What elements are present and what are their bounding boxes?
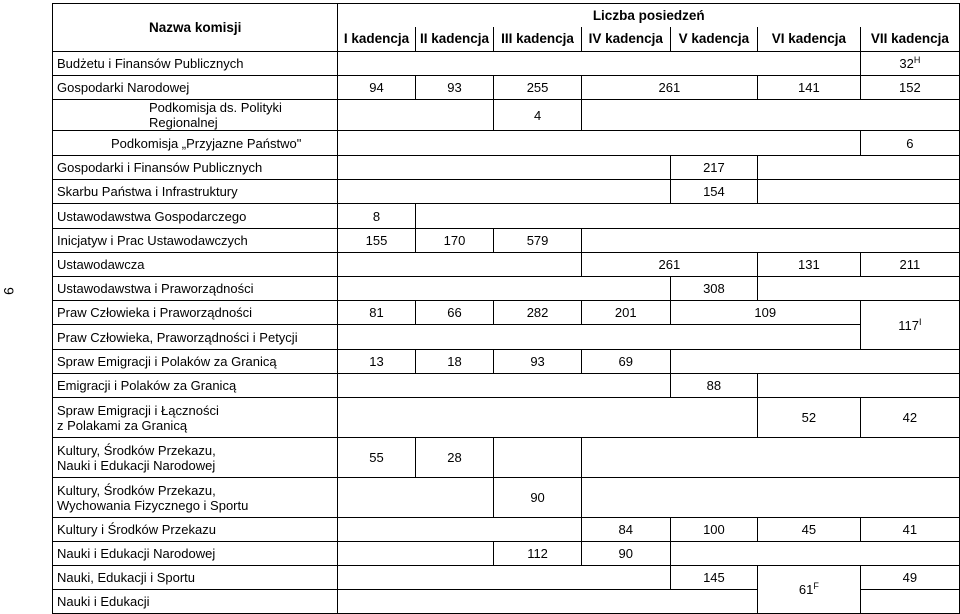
term-header: V kadencja bbox=[670, 27, 757, 52]
empty-cell bbox=[338, 253, 581, 277]
empty-cell bbox=[338, 398, 758, 438]
committee-name: Praw Człowieka i Praworządności bbox=[53, 301, 338, 325]
cell-v: 145 bbox=[670, 566, 757, 590]
cell-iv: 84 bbox=[581, 518, 670, 542]
cell-iii: 112 bbox=[494, 542, 581, 566]
cell-iii: 255 bbox=[494, 76, 581, 100]
cell-ii: 18 bbox=[415, 350, 494, 374]
term-header: VI kadencja bbox=[758, 27, 861, 52]
cell-ii: 170 bbox=[415, 229, 494, 253]
term-header: III kadencja bbox=[494, 27, 581, 52]
empty-cell bbox=[338, 518, 581, 542]
committee-name: Nauki, Edukacji i Sportu bbox=[53, 566, 338, 590]
cell-iii: 579 bbox=[494, 229, 581, 253]
committee-name: Kultury, Środków Przekazu, Wychowania Fizycznego i Sportu bbox=[53, 478, 338, 518]
table-row bbox=[53, 131, 960, 156]
cell-v: 217 bbox=[670, 156, 757, 180]
cell-v: 308 bbox=[670, 277, 757, 301]
empty-cell bbox=[338, 325, 860, 350]
committee-name: Emigracji i Polaków za Granicą bbox=[53, 374, 338, 398]
cell-vi: 52 bbox=[758, 398, 861, 438]
cell-ii: 93 bbox=[415, 76, 494, 100]
table-row bbox=[53, 277, 960, 301]
cell-i: 55 bbox=[338, 438, 415, 478]
cell-vi: 45 bbox=[758, 518, 861, 542]
empty-cell bbox=[758, 277, 960, 301]
cell-v: 88 bbox=[670, 374, 757, 398]
cell-i: 155 bbox=[338, 229, 415, 253]
cell-i: 8 bbox=[338, 204, 415, 229]
committee-name: Inicjatyw i Prac Ustawodawczych bbox=[53, 229, 338, 253]
table-row bbox=[53, 438, 960, 478]
table-row bbox=[53, 350, 960, 374]
committee-name-header: Nazwa komisji bbox=[53, 4, 338, 52]
empty-cell bbox=[860, 590, 959, 614]
committee-name: Praw Człowieka, Praworządności i Petycji bbox=[53, 325, 338, 350]
empty-cell bbox=[758, 180, 960, 204]
cell-vi: $61^F$ bbox=[758, 566, 861, 614]
meetings-header: Liczba posiedzeń bbox=[338, 4, 960, 27]
table-row bbox=[53, 301, 960, 325]
page-number: 9 bbox=[1, 287, 17, 295]
empty-cell bbox=[415, 204, 959, 229]
empty-cell bbox=[581, 438, 959, 478]
table-row bbox=[53, 253, 960, 277]
empty-cell bbox=[581, 100, 959, 131]
cell-vii: 49 bbox=[860, 566, 959, 590]
empty-cell bbox=[338, 52, 860, 76]
committee-name: Ustawodawcza bbox=[53, 253, 338, 277]
cell-vii: 42 bbox=[860, 398, 959, 438]
cell-vii: $32^H$ bbox=[860, 52, 959, 76]
table-row bbox=[53, 566, 960, 590]
committee-name: Kultury i Środków Przekazu bbox=[53, 518, 338, 542]
committee-name: Nauki i Edukacji bbox=[53, 590, 338, 614]
cell-iv-v: 261 bbox=[581, 76, 757, 100]
table-row bbox=[53, 52, 960, 76]
cell-i: 13 bbox=[338, 350, 415, 374]
cell-vii: $117^I$ bbox=[860, 301, 959, 350]
cell-ii: 28 bbox=[415, 438, 494, 478]
empty-cell bbox=[338, 100, 494, 131]
header-row bbox=[53, 4, 960, 27]
committee-meetings-table bbox=[52, 3, 960, 614]
empty-cell bbox=[758, 374, 960, 398]
table-row bbox=[53, 156, 960, 180]
empty-cell bbox=[338, 131, 860, 156]
committee-name: Budżetu i Finansów Publicznych bbox=[53, 52, 338, 76]
empty-cell bbox=[581, 478, 959, 518]
committee-name: Spraw Emigracji i Łączności z Polakami za Granicą bbox=[53, 398, 338, 438]
cell-vi: 131 bbox=[758, 253, 861, 277]
cell-vii: 6 bbox=[860, 131, 959, 156]
cell-iii: 90 bbox=[494, 478, 581, 518]
empty-cell bbox=[338, 590, 758, 614]
cell-vii: 41 bbox=[860, 518, 959, 542]
table-row bbox=[53, 76, 960, 100]
committee-name: Kultury, Środków Przekazu, Nauki i Edukacji Narodowej bbox=[53, 438, 338, 478]
cell-vii: 211 bbox=[860, 253, 959, 277]
table-row bbox=[53, 180, 960, 204]
empty-cell bbox=[338, 542, 494, 566]
table-row bbox=[53, 398, 960, 438]
table-row bbox=[53, 374, 960, 398]
empty-cell bbox=[670, 350, 959, 374]
term-header: VII kadencja bbox=[860, 27, 959, 52]
table-row bbox=[53, 518, 960, 542]
committee-name: Ustawodawstwa Gospodarczego bbox=[53, 204, 338, 229]
empty-cell bbox=[338, 277, 670, 301]
cell-iv: 90 bbox=[581, 542, 670, 566]
committee-name: Skarbu Państwa i Infrastruktury bbox=[53, 180, 338, 204]
cell-iii: 93 bbox=[494, 350, 581, 374]
committee-name: Gospodarki i Finansów Publicznych bbox=[53, 156, 338, 180]
table-row bbox=[53, 204, 960, 229]
cell-v-vi: 109 bbox=[670, 301, 860, 325]
cell-iii: 4 bbox=[494, 100, 581, 131]
term-header: II kadencja bbox=[415, 27, 494, 52]
cell-vii: 152 bbox=[860, 76, 959, 100]
committee-name: Nauki i Edukacji Narodowej bbox=[53, 542, 338, 566]
empty-cell bbox=[338, 478, 494, 518]
committee-name: Gospodarki Narodowej bbox=[53, 76, 338, 100]
empty-cell bbox=[338, 566, 670, 590]
committee-name: Podkomisja ds. Polityki Regionalnej bbox=[53, 100, 338, 131]
committee-name: Podkomisja „Przyjazne Państwo" bbox=[53, 131, 338, 156]
table-row bbox=[53, 542, 960, 566]
empty-cell bbox=[581, 229, 959, 253]
cell-i: 81 bbox=[338, 301, 415, 325]
cell-iv-v: 261 bbox=[581, 253, 757, 277]
cell-iv: 69 bbox=[581, 350, 670, 374]
table-row bbox=[53, 478, 960, 518]
empty-cell bbox=[338, 374, 670, 398]
empty-cell bbox=[494, 438, 581, 478]
cell-v: 100 bbox=[670, 518, 757, 542]
term-header: I kadencja bbox=[338, 27, 415, 52]
empty-cell bbox=[758, 156, 960, 180]
cell-ii: 66 bbox=[415, 301, 494, 325]
term-header: IV kadencja bbox=[581, 27, 670, 52]
table-row bbox=[53, 325, 960, 350]
cell-v: 154 bbox=[670, 180, 757, 204]
table-row bbox=[53, 100, 960, 131]
table-row bbox=[53, 229, 960, 253]
empty-cell bbox=[670, 542, 959, 566]
committee-name: Ustawodawstwa i Praworządności bbox=[53, 277, 338, 301]
cell-vi: 141 bbox=[758, 76, 861, 100]
empty-cell bbox=[338, 180, 670, 204]
empty-cell bbox=[338, 156, 670, 180]
committee-name: Spraw Emigracji i Polaków za Granicą bbox=[53, 350, 338, 374]
cell-iv: 201 bbox=[581, 301, 670, 325]
cell-i: 94 bbox=[338, 76, 415, 100]
cell-iii: 282 bbox=[494, 301, 581, 325]
